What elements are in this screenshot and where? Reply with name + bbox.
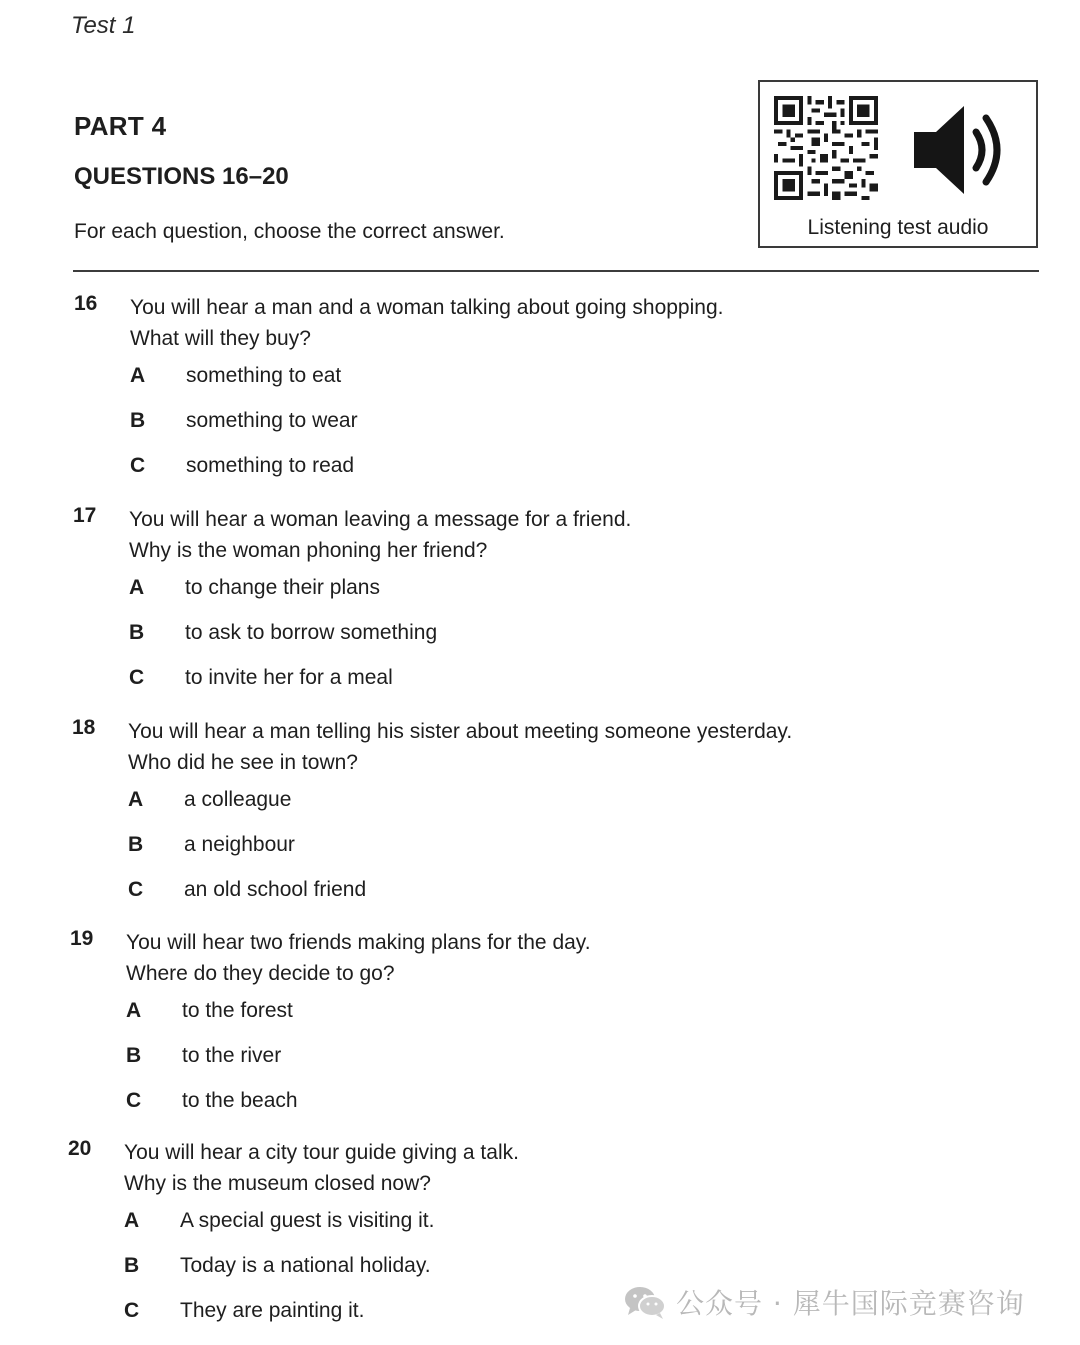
part-title: PART 4 <box>74 111 167 141</box>
option-letter: C <box>124 1299 140 1322</box>
option-letter: A <box>124 1209 140 1232</box>
option-text: an old school friend <box>184 878 367 901</box>
option-text: to change their plans <box>185 576 380 599</box>
option-text: A special guest is visiting it. <box>180 1209 435 1232</box>
option-letter: C <box>130 454 146 477</box>
option-text: to the beach <box>182 1089 298 1112</box>
option-letter: B <box>130 409 146 432</box>
option-text: something to read <box>186 454 355 477</box>
watermark-text: 公众号 · 犀牛国际竞赛咨询 <box>676 1287 1025 1320</box>
question-text: Why is the woman phoning her friend? <box>129 539 488 562</box>
option-text: to the river <box>182 1044 282 1067</box>
option-letter: B <box>126 1044 142 1067</box>
question-text: What will they buy? <box>130 327 311 350</box>
wechat-icon <box>624 1284 666 1320</box>
option-letter: C <box>129 666 145 689</box>
option-letter: B <box>124 1254 140 1277</box>
option-text: a colleague <box>184 788 292 811</box>
wechat-watermark <box>624 1282 1025 1322</box>
question-number: 17 <box>73 504 97 527</box>
question-number: 19 <box>70 927 94 950</box>
option-letter: A <box>126 999 142 1022</box>
question-prompt: You will hear a woman leaving a message for a friend. <box>129 508 632 531</box>
option-text: something to wear <box>186 409 358 432</box>
option-letter: C <box>128 878 144 901</box>
questions-range-heading: QUESTIONS 16–20 <box>74 163 289 190</box>
speaker-icon[interactable] <box>910 102 1010 198</box>
question-prompt: You will hear two friends making plans for the day. <box>126 931 591 954</box>
question-prompt: You will hear a man telling his sister about meeting someone yesterday. <box>128 720 793 743</box>
qr-code-icon[interactable] <box>774 96 878 200</box>
question-prompt: You will hear a city tour guide giving a talk. <box>124 1141 519 1164</box>
question-text: Who did he see in town? <box>128 751 358 774</box>
option-letter: A <box>130 364 146 387</box>
option-text: Today is a national holiday. <box>180 1254 431 1277</box>
option-letter: B <box>128 833 144 856</box>
test-label: Test 1 <box>71 12 136 39</box>
option-text: a neighbour <box>184 833 295 856</box>
question-prompt: You will hear a man and a woman talking about going shopping. <box>130 296 724 319</box>
option-text: something to eat <box>186 364 342 387</box>
option-letter: A <box>129 576 145 599</box>
question-number: 18 <box>72 716 96 739</box>
audio-caption: Listening test audio <box>807 216 989 239</box>
option-text: to ask to borrow something <box>185 621 438 644</box>
instruction-text: For each question, choose the correct answer. <box>74 220 505 243</box>
question-text: Why is the museum closed now? <box>124 1172 431 1195</box>
question-text: Where do they decide to go? <box>126 962 395 985</box>
option-text: to the forest <box>182 999 293 1022</box>
section-divider <box>73 270 1039 272</box>
option-letter: A <box>128 788 144 811</box>
option-text: They are painting it. <box>180 1299 365 1322</box>
option-letter: C <box>126 1089 142 1112</box>
question-number: 20 <box>68 1137 92 1160</box>
option-text: to invite her for a meal <box>185 666 393 689</box>
listening-audio-box[interactable] <box>758 80 1038 248</box>
question-number: 16 <box>74 292 98 315</box>
option-letter: B <box>129 621 145 644</box>
